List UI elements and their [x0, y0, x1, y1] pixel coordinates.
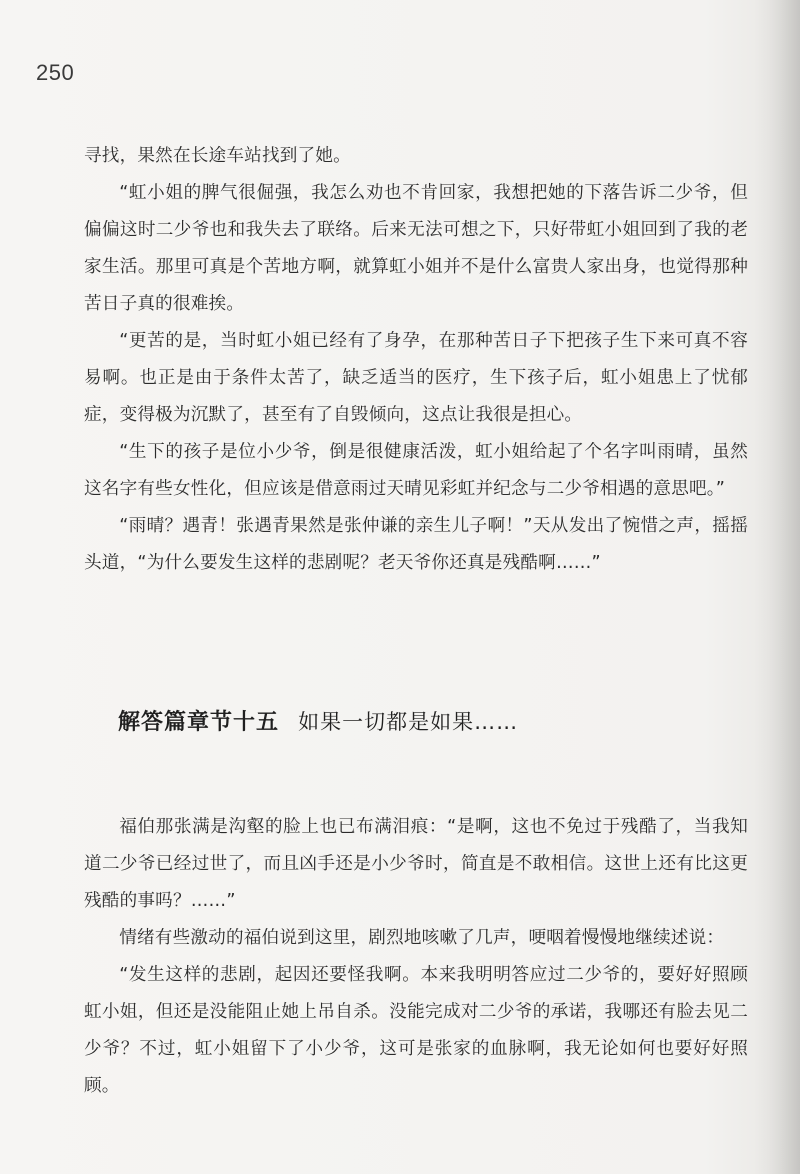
paragraph: “虹小姐的脾气很倔强，我怎么劝也不肯回家，我想把她的下落告诉二少爷，但偏偏这时二少爷也和我失去了联络。后来无法可想之下，只好带虹小姐回到了我的老家生活。那里可真是个苦地方啊，就算虹小姐并不是什么富贵人家出身，也觉得那种苦日子真的很难挨。 — [84, 183, 748, 314]
binding-shadow — [754, 0, 800, 1174]
paragraph: 福伯那张满是沟壑的脸上也已布满泪痕：“是啊，这也不免过于残酷了，当我知道二少爷已经过世了，而且凶手还是小少爷时，简直是不敢相信。这世上还有比这更残酷的事吗？……” — [84, 817, 748, 911]
chapter-heading — [118, 702, 518, 742]
text-block-before-chapter — [84, 138, 748, 582]
paragraph: “更苦的是，当时虹小姐已经有了身孕，在那种苦日子下把孩子生下来可真不容易啊。也正是由于条件太苦了，缺乏适当的医疗，生下孩子后，虹小姐患上了忧郁症，变得极为沉默了，甚至有了自毁倾向，这点让我很是担心。 — [84, 331, 748, 425]
paragraph: “生下的孩子是位小少爷，倒是很健康活泼，虹小姐给起了个名字叫雨晴，虽然这名字有些女性化，但应该是借意雨过天晴见彩虹并纪念与二少爷相遇的意思吧。” — [84, 442, 748, 499]
chapter-subtitle: 如果一切都是如果…… — [298, 710, 519, 734]
chapter-label: 解答篇章节十五 — [118, 710, 280, 735]
paragraph: “发生这样的悲剧，起因还要怪我啊。本来我明明答应过二少爷的，要好好照顾虹小姐，但还是没能阻止她上吊自杀。没能完成对二少爷的承诺，我哪还有脸去见二少爷？不过，虹小姐留下了小少爷，这可是张家的血脉啊，我无论如何也要好好照顾。 — [84, 965, 748, 1096]
page-number: 250 — [36, 60, 75, 85]
paragraph: “雨晴？遇青！张遇青果然是张仲谦的亲生儿子啊！”天从发出了惋惜之声，摇摇头道，“为什么要发生这样的悲剧呢？老天爷你还真是残酷啊……” — [84, 516, 748, 573]
paragraph: 寻找，果然在长途车站找到了她。 — [84, 146, 351, 166]
paragraph: 情绪有些激动的福伯说到这里，剧烈地咳嗽了几声，哽咽着慢慢地继续述说： — [119, 928, 725, 948]
text-block-after-chapter — [84, 809, 748, 1105]
